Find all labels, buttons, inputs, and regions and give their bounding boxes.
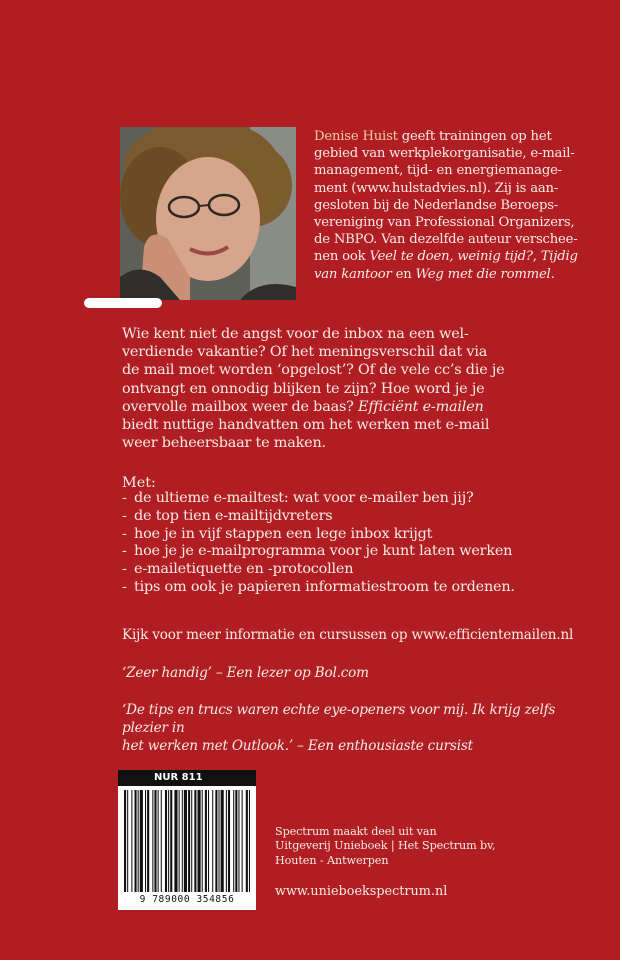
features-list-item: - hoe je je e-mailprogramma voor je kunt laten werken (122, 543, 602, 561)
author-name: Denise Huist (314, 129, 398, 144)
bio-line: vereniging van Professional Organizers, (314, 215, 575, 231)
publisher-line: Uitgeverij Unieboek | Het Spectrum bv, (275, 839, 496, 853)
bio-line: de NBPO. Van dezelfde auteur verschee- (314, 232, 578, 248)
review-quote-line: het werken met Outlook.’ – Een enthousiaste cursist (122, 738, 473, 755)
description-line: biedt nuttige handvatten om het werken met e-mail (122, 417, 490, 434)
description-line: Wie kent niet de angst voor de inbox na een wel- (122, 326, 469, 342)
conjunction: en (391, 266, 416, 282)
features-list-item: - de top tien e-mailtijdvreters (122, 508, 602, 526)
book-title: Veel te doen, weinig tijd? (369, 249, 533, 265)
book-title: van kantoor (314, 266, 392, 282)
bio-line: nen ook (314, 249, 370, 265)
features-list-item: - e-mailetiquette en -protocollen (122, 561, 602, 579)
description-line: de mail moet worden ‘opgelost’? Of de vele cc’s die je (122, 362, 505, 379)
barcode-block (118, 770, 256, 910)
description-line: ontvangt en onnodig blijken te zijn? Hoe word je je (122, 380, 485, 397)
separator: , (532, 249, 541, 265)
features-list-item: - de ultieme e-mailtest: wat voor e-mailer ben jij? (122, 490, 602, 508)
book-title-inline: Efficiënt e-mailen (358, 398, 484, 415)
period: . (550, 266, 555, 282)
bio-line: gebied van werkplekorganisatie, e-mail- (314, 146, 575, 162)
book-description (122, 325, 592, 452)
publisher-url: www.unieboekspectrum.nl (275, 884, 448, 899)
author-photo (120, 127, 296, 300)
description-line: overvolle mailbox weer de baas? (122, 398, 359, 415)
features-list (122, 490, 602, 597)
description-line: verdiende vakantie? Of het meningsverschil dat via (122, 344, 488, 361)
bio-line: management, tijd- en energiemanage- (314, 163, 562, 179)
publisher-line: Spectrum maakt deel uit van (275, 825, 437, 838)
features-list-item: - hoe je in vijf stappen een lege inbox krijgt (122, 526, 602, 544)
book-title: Tijdig (540, 249, 578, 265)
publisher-line: Houten - Antwerpen (275, 853, 389, 867)
bio-line: ment (www.hulstadvies.nl). Zij is aan- (314, 180, 559, 196)
bio-line: geeft trainingen op het (397, 129, 552, 144)
features-heading: Met: (122, 475, 156, 491)
features-list-item: - tips om ook je papieren informatiestroom te ordenen. (122, 579, 602, 597)
review-quote-line: ‘De tips en trucs waren echte eye-openers voor mij. Ik krijg zelfs plezier in (122, 702, 556, 737)
photo-caption-bar (84, 298, 162, 308)
publisher-info (275, 825, 515, 868)
author-portrait-illustration (120, 127, 296, 300)
review-quote (122, 701, 592, 756)
bio-line: gesloten bij de Nederlandse Beroeps- (314, 197, 559, 213)
review-quote: ‘Zeer handig’ – Een lezer op Bol.com (122, 665, 369, 681)
barcode-icon (124, 790, 250, 892)
nur-code: NUR 811 (118, 770, 256, 786)
isbn-number: 9 789000 354856 (139, 894, 235, 905)
book-title: Weg met die rommel (415, 266, 551, 282)
more-info-text: Kijk voor meer informatie en cursussen op www.efficientemailen.nl (122, 627, 574, 643)
description-line: weer beheersbaar te maken. (122, 435, 326, 452)
author-bio (314, 128, 604, 283)
